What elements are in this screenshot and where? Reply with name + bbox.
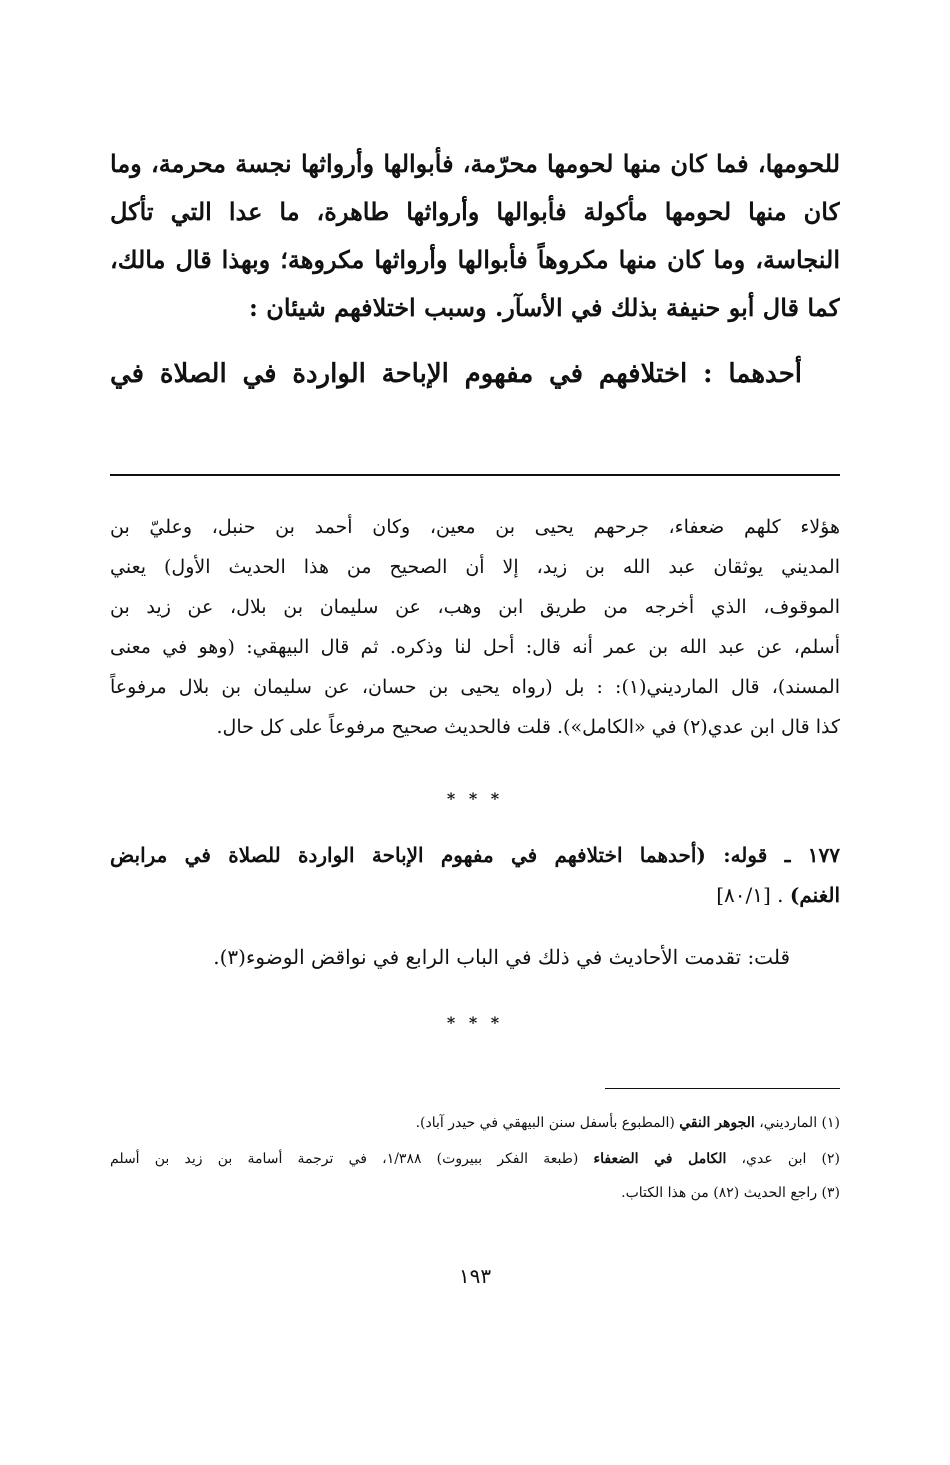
commentary-line-2: المديني يوثقان عبد الله بن زيد، إلا أن الصحيح من هذا الحديث الأول) يعني <box>110 556 840 578</box>
footnote-1-prefix: (١) المارديني، <box>754 1115 840 1131</box>
section-separator-1: * * * <box>446 789 504 808</box>
main-text-line-3: النجاسة، وما كان منها مكروهاً فأبوالها وأرواثها مكروهة؛ وبهذا قال مالك، <box>110 245 840 274</box>
entry-177-line-2 <box>110 880 840 914</box>
main-text-line-1: للحومها، فما كان منها لحومها محرّمة، فأبوالها وأرواثها نجسة محرمة، وما <box>110 149 840 178</box>
commentary-line-4: أسلم، عن عبد الله بن عمر أنه قال: أحل لنا وذكره. ثم قال البيهقي: (وهو في معنى <box>110 636 840 658</box>
footnote-2-rest: (طبعة الفكر ببيروت) ١/٣٨٨، في ترجمة أسامة بن زيد بن أسلم <box>110 1151 594 1167</box>
footnote-1-title: الجوهر النقي <box>679 1115 755 1131</box>
footnote-2-prefix: (٢) ابن عدي، <box>726 1151 840 1167</box>
main-text-line-2: كان منها لحومها مأكولة فأبوالها وأرواثها طاهرة، ما عدا التي تأكل <box>110 197 840 226</box>
section-heading: أحدهما : اختلافهم في مفهوم الإباحة الواردة في الصلاة في <box>110 359 802 389</box>
main-text-line-4: كما قال أبو حنيفة بذلك في الأسآر. وسبب اختلافهم شيئان : <box>249 293 840 322</box>
footnote-2-title: الكامل في الضعفاء <box>593 1151 727 1167</box>
commentary-line-3: الموقوف، الذي أخرجه من طريق ابن وهب، عن سليمان بن بلال، عن زيد بن <box>110 596 840 618</box>
entry-177-line-1 <box>110 840 840 874</box>
section-separator-2: * * * <box>446 1013 504 1032</box>
footnote-rule <box>605 1088 840 1089</box>
entry-177-number: ١٧٧ ـ قوله: <box>705 843 840 867</box>
commentary-line-6: كذا قال ابن عدي(٢) في «الكامل»). قلت فالحديث صحيح مرفوعاً على كل حال. <box>216 716 840 738</box>
footnote-3-text: (٣) راجع الحديث (٨٢) من هذا الكتاب. <box>621 1185 840 1201</box>
footnote-1-rest: (المطبوع بأسفل سنن البيهقي في حيدر آباد). <box>415 1115 680 1131</box>
entry-177-reference: . [٨٠/١] <box>716 883 790 907</box>
commentary-line-1: هؤلاء كلهم ضعفاء، جرحهم يحيى بن معين، وكان أحمد بن حنبل، وعليّ بن <box>110 516 840 538</box>
footnote-3 <box>110 1182 840 1206</box>
commentary-line-5: المسند)، قال المارديني(١): : بل (رواه يحيى بن حسان، عن سليمان بن بلال مرفوعاً <box>110 676 840 698</box>
text-divider-rule <box>110 474 840 476</box>
entry-177-quote-end: الغنم) <box>789 883 840 907</box>
page-number: ١٩٣ <box>458 1264 492 1288</box>
footnote-1 <box>110 1112 840 1136</box>
note-line: قلت: تقدمت الأحاديث في ذلك في الباب الرابع في نواقض الوضوء(٣). <box>213 945 790 969</box>
entry-177-quote: (أحدهما اختلافهم في مفهوم الإباحة الواردة للصلاة في مرابض <box>110 843 706 867</box>
footnote-2 <box>110 1148 840 1172</box>
